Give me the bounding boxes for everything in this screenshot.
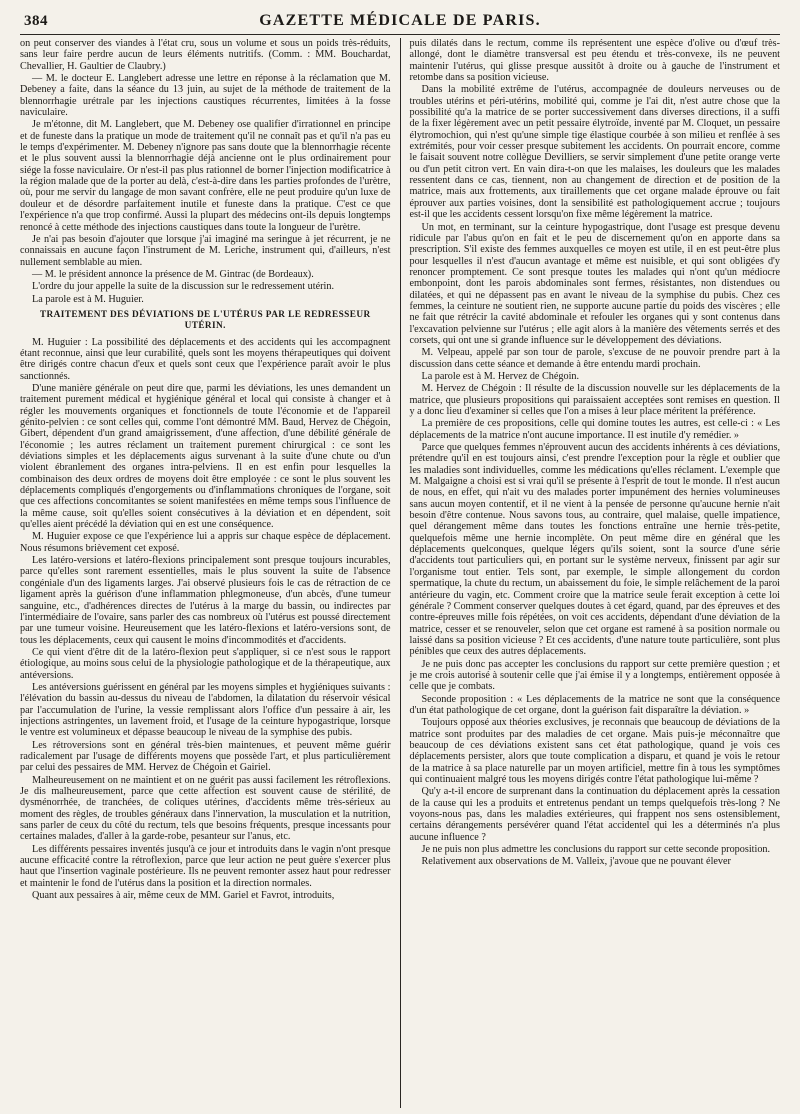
paragraph: M. Huguier : La possibilité des déplacements et des accidents qui les accompagnent étant reconnue, ainsi que leur curabilité, quels sont les moyens thérapeutiques qui doivent être dirigés contre chacun d'eux et quels sont ceux que l'expérience paraît avoir le plus sanctionnés. (20, 336, 391, 382)
paragraph: Les différents pessaires inventés jusqu'à ce jour et introduits dans le vagin n'ont presque aucune efficacité contre la rétroflexion, parce que leur action ne peut guère s'exercer plus haut que l'insertion vaginale postérieure. Ils ne peuvent remonter assez haut pour redresser et maintenir le fond de l'utérus dans la position et la direction normales. (20, 843, 391, 889)
running-title: GAZETTE MÉDICALE DE PARIS. (259, 12, 541, 29)
paragraph: Les antéversions guérissent en général par les moyens simples et hygiéniques suivants : l'élévation du bassin au-dessus du niveau de l'abdomen, la dilatation du réservoir vésical par l'accumulation de l'urine, la vessie remplissant alors l'office d'un pessaire à air, les injections astringentes, un lavement froid, et l'usage de la ceinture hypogastrique, lorsque le ventre est volumineux et dépasse beaucoup le niveau de la symphise des pubis. (20, 681, 391, 739)
right-column (400, 38, 780, 1108)
paragraph: Qu'y a-t-il encore de surprenant dans la continuation du déplacement après la cessation de la cause qui les a produits et entretenus pendant un temps quelquefois très-long ? Ne voyons-nous pas, dans les maladies extérieures, qui frappent nos sens ostensiblement, certains dérangements persévérer quand l'état accidentel qui les a déterminés n'a plus aucune influence ? (409, 786, 780, 843)
paragraph: Un mot, en terminant, sur la ceinture hypogastrique, dont l'usage est presque devenu ridicule par l'abus qu'on en fait et le peu de discernement qu'on en apporte dans sa prescription. S'il existe des femmes auxquelles ce moyen est utile, il en est peut-être plus pour lesquelles il n'est d'aucun avantage et même est nuisible, et qui sont obligées d'y renoncer promptement. Ce sont presque toutes les malades qui n'ont qu'un médiocre embonpoint, dont les parois abdominales sont fermes, résistantes, non distendues ou dilatées, et qui ne dépassent pas en avant le niveau de la symphise du pubis. Chez ces femmes, la ceinture ne soutient rien, ne supporte aucune partie du poids des viscères ; elle ne fait que rétrécir la cavité abdominale et refouler les organes qui y sont contenus dans l'excavation pelvienne sur l'utérus ; elle agit alors à la manière des vêtements serrés et des corsets, qui ont une si grande influence sur le développement des déviations. (409, 221, 780, 346)
paragraph: — M. le docteur E. Langlebert adresse une lettre en réponse à la réclamation que M. Debeney a faite, dans la séance du 13 juin, au sujet de la méthode de traitement de la blennorrhagie urétrale par les injections caustiques récurrentes, limitées à la fosse naviculaire. (20, 73, 391, 119)
section-title: TRAITEMENT DES DÉVIATIONS DE L'UTÉRUS PAR LE REDRESSEUR UTÉRIN. (39, 309, 371, 332)
paragraph: Les rétroversions sont en général très-bien maintenues, et peuvent même guérir radicalement par l'usage de différents moyens que possède l'art, et plus particulièrement par celui des pessaires de MM. Hervez de Chégoin et Gairiel. (20, 739, 391, 774)
paragraph: M. Velpeau, appelé par son tour de parole, s'excuse de ne pouvoir prendre part à la discussion dans cette séance et demande à être entendu mardi prochain. (409, 347, 780, 370)
paragraph: Ce qui vient d'être dit de la latéro-flexion peut s'appliquer, si ce n'est sous le rapport étiologique, au moins sous celui de la physiologie pathologique et de la thérapeutique, aux antéversions. (20, 646, 391, 681)
paragraph: Je m'étonne, dit M. Langlebert, que M. Debeney ose qualifier d'irrationnel en principe et de funeste dans la pratique un mode de traitement qu'il ne connaît pas et qu'il n'a pas eu le temps d'expérimenter. M. Debeney n'ignore pas sans doute que la blennorrhagie récente et le plus souvent aussi la blennorrhagie déjà ancienne ont le plus ordinairement pour siége la fosse naviculaire. Or n'est-il pas plus rationnel de borner l'injection modificatrice à la région malade que de la porter au delà, c'est-à-dire dans les parties profondes de l'urètre, où, pour me servir du langage de mon savant confrère, elle ne peut produire qu'un luxe de douleur et de désordre parfaitement inutile et funeste dans la pratique. C'est ce que l'expérience n'a que trop confirmé. Aussi la plupart des médecins ont-ils depuis longtemps renoncé à cette méthode des injections caustiques dans toute la longueur de l'urètre. (20, 119, 391, 233)
paragraph: D'une manière générale on peut dire que, parmi les déviations, les unes demandent un traitement purement médical et hygiénique général et local qui consiste à changer et à régler les mouvements organiques et fonctionnels de toute l'économie et de l'appareil génito-pelvien : ce sont celles qui, comme l'ont démontré MM. Baud, Hervez de Chégoin, Gibert, dépendent d'un grand amaigrissement, d'une affection, d'une débilité générale de l'économie ; les autres réclament un traitement purement chirurgical : ce sont les déviations simples et les déplacements aigus survenant à la suite d'une chute ou d'un violent ébranlement des organes intra-pelviens. Il en est enfin pour lesquelles la combinaison des deux ordres de moyens doit être employée : ce sont le plus souvent les déplacements compliqués d'engorgements ou d'inflammations chroniques de l'organe, soit que ces affections concomitantes se soient manifestées en même temps sous l'influence de la même cause, soit qu'elles soient consécutives à la déviation et en dépendent, soit qu'elles aient précédé la déviation qui en est une conséquence. (20, 382, 391, 531)
two-column-body (20, 38, 780, 1108)
paragraph: Je ne puis non plus admettre les conclusions du rapport sur cette seconde proposition. (421, 844, 771, 856)
paragraph: Seconde proposition : « Les déplacements de la matrice ne sont que la conséquence d'un état pathologique de cet organe, dont la guérison fait disparaître la déviation. » (409, 693, 780, 716)
paragraph: M. Huguier expose ce que l'expérience lui a appris sur chaque espèce de déplacement. Nous résumons brièvement cet exposé. (20, 531, 391, 554)
paragraph: — M. le président annonce la présence de M. Gintrac (de Bordeaux). (32, 268, 314, 280)
paragraph: puis dilatés dans le rectum, comme ils représentent une espèce d'olive ou d'œuf très-allongé, dont le diamètre transversal est peu étendu et très-convexe, ils ne peuvent maintenir l'utérus, qui glisse presque aussitôt à droite ou à gauche de l'instrument et retombe dans sa position vicieuse. (409, 38, 780, 84)
paragraph: La première de ces propositions, celle qui domine toutes les autres, est celle-ci : « Les déplacements de la matrice n'ont aucune importance. Il est inutile d'y remédier. » (409, 418, 780, 441)
paragraph: Relativement aux observations de M. Valleix, j'avoue que ne pouvant élever (421, 856, 731, 868)
left-column (20, 38, 400, 1108)
paragraph: La parole est à M. Hervez de Chégoin. (421, 370, 580, 382)
paragraph: Dans la mobilité extrême de l'utérus, accompagnée de douleurs nerveuses ou de troubles utérins et péri-utérins, mobilité qui, comme je l'ai dit, n'est autre chose que la possibilité qu'a la matrice de se porter successivement dans diverses directions, il a suffi de la fixer légèrement avec un petit pessaire élytroïde, inventé par M. Cloquet, un pessaire élytromochion, qui n'est qu'une simple tige élastique courbée à son milieu et renflée à ses extrémités, pour voir cesser presque subitement les accidents. On pourrait encore, comme le faisait souvent notre collègue Devilliers, se servir simplement d'une petite orange verte ou d'un petit citron vert. En vain dira-t-on que les malaises, les douleurs que les malades ressentent dans ce cas, tiennent, non au changement de direction et de position de la matrice, mais aux frottements, aux tiraillements que cet organe malade éprouve ou fait éprouver aux parties voisines, dont la sensibilité est pathologiquement accrue ; toujours est-il que les accidents cessent lorsqu'on fixe même légèrement la matrice. (409, 84, 780, 221)
page-number: 384 (24, 13, 48, 29)
paragraph: Quant aux pessaires à air, même ceux de MM. Gariel et Favrot, introduits, (32, 890, 335, 902)
paragraph: Toujours opposé aux théories exclusives, je reconnais que beaucoup de déviations de la matrice sont produites par des maladies de cet organe. Mais puis-je méconnaître que beaucoup de ces déviations existent sans cet état pathologique, quand je vois ces déplacements persister, alors que toute complication a disparu, et quand je vois le retour de la matrice à sa place naturelle par un moyen artificiel, mettre fin à tous les symptômes qui continuaient malgré tous les moyens dirigés contre l'état pathologique lui-même ? (409, 717, 780, 785)
paragraph: Je ne puis donc pas accepter les conclusions du rapport sur cette première question ; et je me crois autorisé à soutenir celle que j'ai émise il y a longtemps, entièrement opposée à celle que je combats. (409, 658, 780, 693)
paragraph: Parce que quelques femmes n'éprouvent aucun des accidents inhérents à ces déviations, prétendre qu'il en est toujours ainsi, c'est prendre l'exception pour la règle et oublier que les maladies sont individuelles, comme les médications qu'elles réclament. L'exemple que M. Malgaigne a choisi est si vrai qu'il se présente à l'esprit de tout le monde. Il n'est aucun de nous, en effet, qui n'ait vu des malades porter impunément des hernies volumineuses sans aucun moyen contentif, et il ne vient à la pensée de personne qu'aucune hernie n'ait besoin d'être contenue. Nous savons tous, au contraire, quel malaise, quelle impatience, quel dérangement même dans toutes les fonctions entraîne une hernie très-petite, quelquefois même une hernie incomplète. On peut même dire en général que les déplacements quelconques, quelque légers qu'ils soient, sont la source d'une série d'accidents tout particuliers qui, en portant sur le système nerveux, finissent par agir sur l'organisme tout entier. Tels sont, par exemple, le simple allongement du cordon spermatique, la chute du rectum, un abaissement du foie, le simple relâchement de la paroi antérieure du vagin, etc. Comment croire que la matrice seule ferait exception à cette loi générale ? Comment conserver quelques doutes à cet égard, quand, par des épreuves et des contre-épreuves mille fois répétées, on voit ces accidents, dépendant d'une déviation de la matrice, cesser et se renouveler, selon que cet organe est ramené à sa position normale ou laissé dans sa position vicieuse ? Et ces accidents, d'une nature toute particulière, sont plus pénibles que ceux des autres déplacements. (409, 442, 780, 658)
paragraph: La parole est à M. Huguier. (32, 293, 144, 305)
paragraph: Les latéro-versions et latéro-flexions principalement sont presque toujours incurables, parce qu'elles sont rarement essentielles, mais le plus souvent la suite de l'absence congéniale d'un des ligaments larges. J'ai observé plusieurs fois le cas de rétraction de ce ligament après la guérison d'une inflammation phlegmoneuse, d'un abcès, d'une tumeur sanguine, etc., d'adhérences directes de l'utérus à la marge du bassin, ou indirectes par l'intermédiaire de l'ovaire, sans parler des cas nombreux où l'utérus est poussé directement par une tumeur voisine. Heureusement que les latéro-flexions et latéro-versions sont, de tous les déplacements, ceux qui causent le moins d'incommodités et d'accidents. (20, 555, 391, 646)
page-header (20, 10, 780, 35)
paragraph: M. Hervez de Chégoin : Il résulte de la discussion nouvelle sur les déplacements de la matrice, que plusieurs propositions qui paraissaient acceptées sont remises en question. Il y a donc lieu d'examiner si celles que l'on a mises à leur place méritent la préférence. (409, 383, 780, 417)
paragraph: Malheureusement on ne maintient et on ne guérit pas aussi facilement les rétroflexions. Je dis malheureusement, parce que cette affection est souvent cause de stérilité, de dysménorrhée, de tranchées, de coliques utérines, d'accidents même très-sérieux au moment des règles, de troubles généraux dans l'innervation, la musculation et la nutrition, sans parler de ceux du côté du rectum, tels que besoins fréquents, presque incessants pour certaines malades, d'aller à la garde-robe, pesanteur sur l'anus, etc. (20, 774, 391, 843)
paragraph: on peut conserver des viandes à l'état cru, sous un volume et sous un poids très-réduits, sans leur faire perdre aucun de leurs éléments nutritifs. (Comm. : MM. Bouchardat, Chevallier, H. Gaultier de Claubry.) (20, 38, 391, 72)
paragraph: L'ordre du jour appelle la suite de la discussion sur le redressement utérin. (32, 281, 334, 293)
paragraph: Je n'ai pas besoin d'ajouter que lorsque j'ai imaginé ma seringue à jet récurrent, je ne connaissais en aucune façon l'instrument de M. Leriche, instrument qui, d'ailleurs, n'est nullement semblable au mien. (20, 233, 391, 268)
